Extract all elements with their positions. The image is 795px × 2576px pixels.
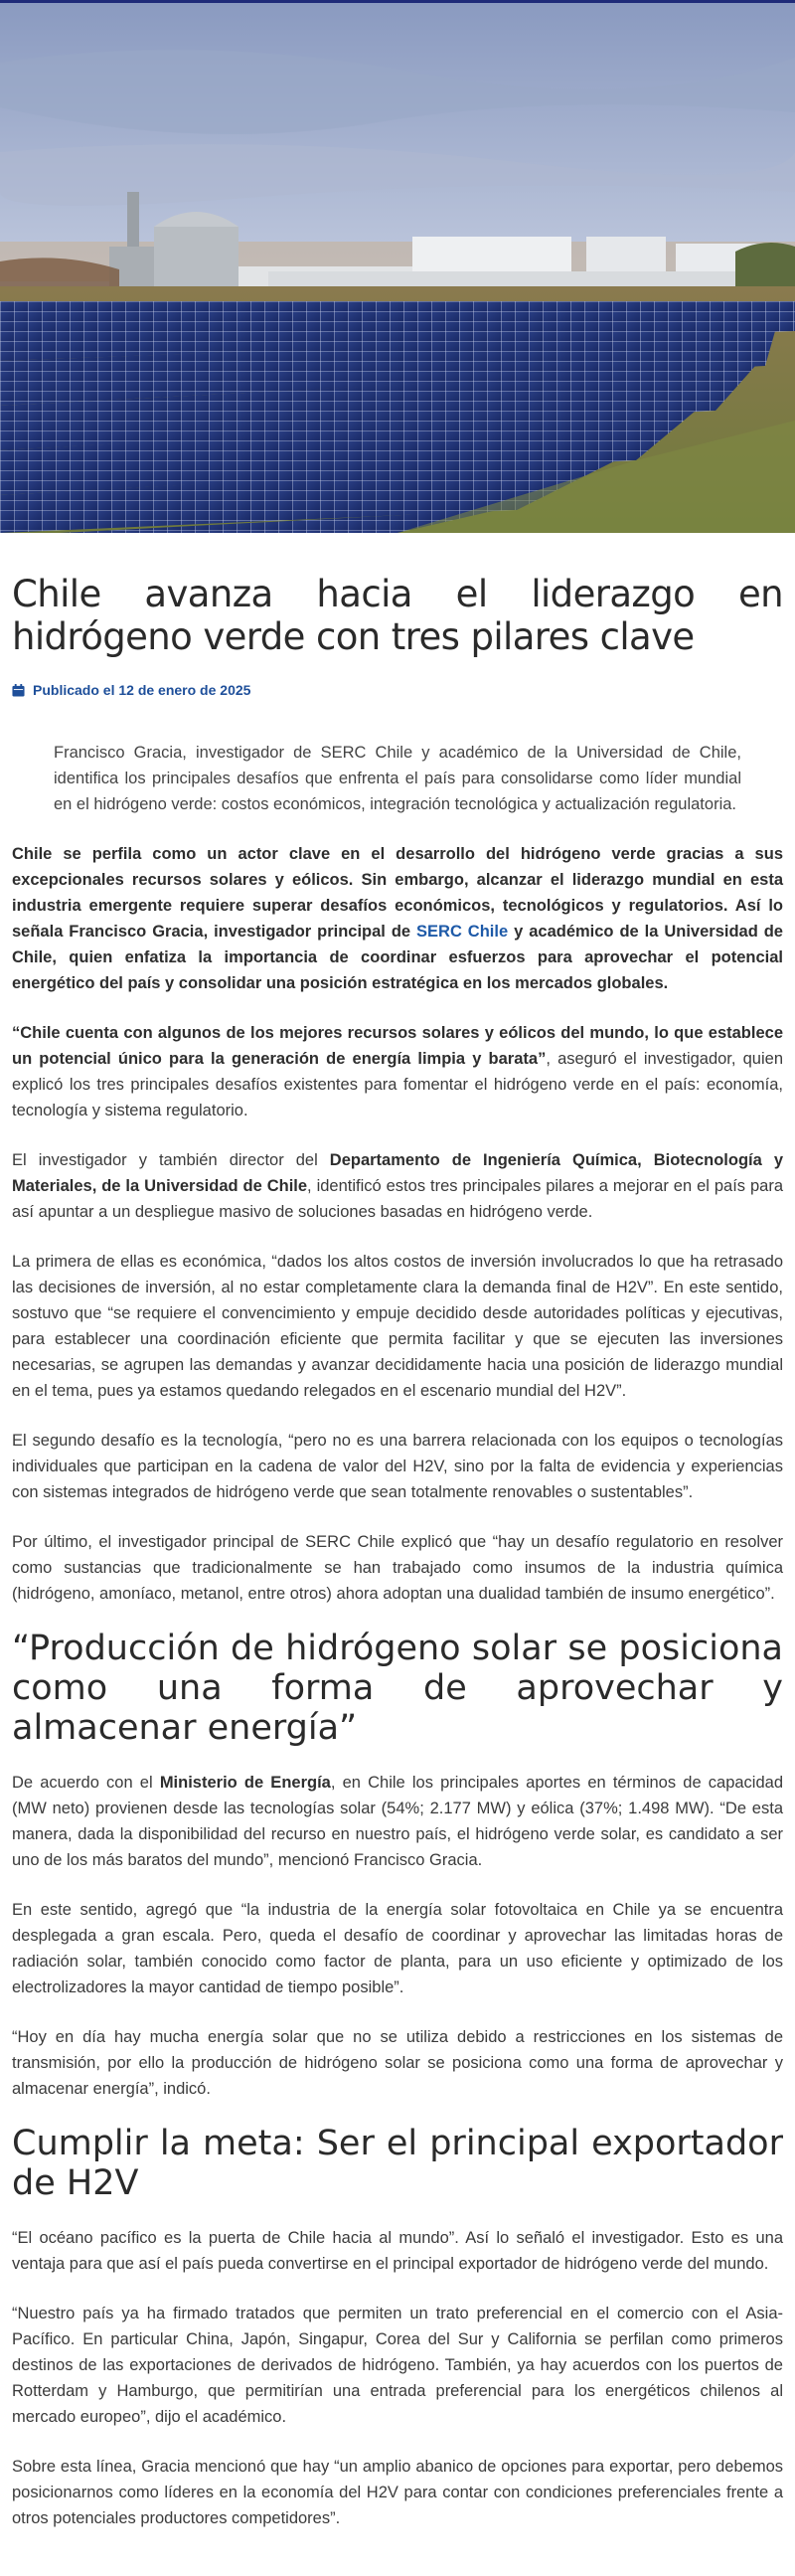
paragraph-1 xyxy=(12,1020,783,1123)
article-lead: Francisco Gracia, investigador de SERC Chile y académico de la Universidad de Chile, identifica los principales desafíos que enfrenta el país para consolidarse como líder mundial en el hidrógeno verde: costos económicos, integración tecnológica y actualización regulatoria. xyxy=(54,744,741,813)
solar-farm-illustration xyxy=(0,3,795,533)
hero-image xyxy=(0,3,795,533)
section-heading-solar: “Producción de hidrógeno solar se posiciona como una forma de aprovechar y almacenar energía” xyxy=(12,1629,783,1748)
paragraph-2-b: , identificó estos tres principales pilares a mejorar en el país para así apuntar a un despliegue masivo de soluciones basadas en hidrógeno verde. xyxy=(12,1177,783,1221)
paragraph-8: “Hoy en día hay mucha energía solar que no se utiliza debido a restricciones en los sistemas de transmisión, por ello la producción de hidrógeno solar se posiciona como una forma de aprovechar y almacenar energía”, indicó. xyxy=(12,2028,783,2098)
paragraph-6-b: , en Chile los principales aportes en términos de capacidad (MW neto) provienen desde las tecnologías solar (54%; 2.177 MW) y eólica (37%; 1.498 MW). “De esta manera, dada la disponibilidad del recurso en nuestro país, el hidrógeno verde solar, es candidato a ser uno de los más baratos del mundo”, mencionó Francisco Gracia. xyxy=(12,1774,784,1869)
department-bold: Departamento de Ingeniería Química, Biotecnología y Materiales, de la Universidad de Chile xyxy=(12,1151,783,1195)
paragraph-4: El segundo desafío es la tecnología, “pero no es una barrera relacionada con los equipos o tecnologías individuales que participan en la cadena de valor del H2V, sino por la falta de evidencia y experiencias con sistemas integrados de hidrógeno verde que sean totalmente renovables o sustentables”. xyxy=(12,1432,783,1501)
paragraph-5: Por último, el investigador principal de SERC Chile explicó que “hay un desafío regulatorio en resolver como sustancias que tradicionalmente se han trabajado como insumos de la industria química (hidrógeno, amoníaco, metanol, entre otros) ahora adoptan una dualidad también de insumo energético”. xyxy=(12,1533,783,1603)
paragraph-6-a: De acuerdo con el xyxy=(12,1774,160,1792)
ministry-bold: Ministerio de Energía xyxy=(159,1774,331,1792)
article-body xyxy=(0,573,795,2531)
serc-chile-link[interactable]: SERC Chile xyxy=(416,923,509,941)
paragraph-1-rest: , aseguró el investigador, quien explicó los tres principales desafíos existentes para fomentar el hidrógeno verde en el país: economía, tecnología y sistema regulatorio. xyxy=(12,1050,784,1119)
page-title: Chile avanza hacia el liderazgo en hidrógeno verde con tres pilares clave xyxy=(12,573,783,658)
intro-paragraph xyxy=(12,841,783,996)
paragraph-9: “El océano pacífico es la puerta de Chile hacia al mundo”. Así lo señaló el investigador. Esto es una ventaja para que así el país pueda convertirse en el principal exportador de hidrógeno verde del mundo. xyxy=(12,2229,783,2273)
paragraph-2 xyxy=(12,1147,783,1225)
paragraph-3: La primera de ellas es económica, “dados los altos costos de inversión involucrados lo que ha retrasado las decisiones de inversión, al no estar completamente clara la demanda final de H2V”. En este sentido, sostuvo que “se requiere el convencimiento y empuje decidido desde autoridades políticas y ejecutivas, para establecer una coordinación eficiente que permita facilitar y que se ejecuten las inversiones necesarias, se agrupen las demandas y avanzar decididamente hacia una posición de liderazgo mundial en el tema, pues ya estamos quedando relegados en el escenario mundial del H2V”. xyxy=(12,1253,783,1400)
intro-text-2: y académico de la Universidad de Chile, quien enfatiza la importancia de coordinar esfuerzos para aprovechar el potencial energético del país y consolidar una posición estratégica en los mercados globales. xyxy=(12,923,783,992)
paragraph-2-a: El investigador y también director del xyxy=(12,1151,330,1169)
intro-text-1: Chile se perfila como un actor clave en el desarrollo del hidrógeno verde gracias a sus excepcionales recursos solares y eólicos. Sin embargo, alcanzar el liderazgo mundial en esta industria emergente requiere superar desafíos económicos, tecnológicos y regulatorios. Así lo señala Francisco Gracia, investigador principal de xyxy=(12,845,783,941)
section-heading-export: Cumplir la meta: Ser el principal exportador de H2V xyxy=(12,2124,783,2203)
publish-date-text: Publicado el 12 de enero de 2025 xyxy=(33,682,251,698)
paragraph-11: Sobre esta línea, Gracia mencionó que hay “un amplio abanico de opciones para exportar, pero debemos posicionarnos como líderes en la economía del H2V para contar con condiciones preferenciales frente a otros potenciales productores competidores”. xyxy=(12,2458,783,2527)
publish-date xyxy=(12,682,783,698)
paragraph-10: “Nuestro país ya ha firmado tratados que permiten un trato preferencial en el comercio con el Asia-Pacífico. En particular China, Japón, Singapur, Corea del Sur y California se perfilan como primeros destinos de las exportaciones de derivados de hidrógeno. También, ya hay acuerdos con los puertos de Rotterdam y Hamburgo, que permitirían una entrada preferencial para los energéticos chilenos al mercado europeo”, dijo el académico. xyxy=(12,2305,783,2426)
paragraph-7: En este sentido, agregó que “la industria de la energía solar fotovoltaica en Chile ya se encuentra desplegada a gran escala. Pero, queda el desafío de coordinar y aprovechar las limitadas horas de radiación solar, también conocido como factor de planta, para un uso eficiente y optimizado de los electrolizadores la mayor cantidad de tiempo posible”. xyxy=(12,1901,783,1996)
paragraph-6 xyxy=(12,1770,783,1873)
calendar-icon xyxy=(12,684,25,697)
quote-bold: “Chile cuenta con algunos de los mejores recursos solares y eólicos del mundo, lo que establece un potencial único para la generación de energía limpia y barata” xyxy=(12,1024,783,1068)
